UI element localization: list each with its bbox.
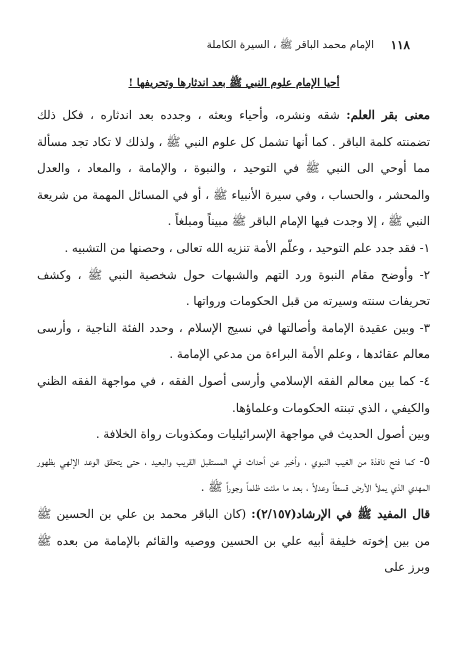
- paragraph-point-3: ٣- وبين عقيدة الإمامة وأصالتها في نسيج الإسلام ، وحدد الفئة الناجية ، وأرسى معالم عقائدها ، وعلم الأمة البراءة من مدعي الإمامة .: [37, 320, 430, 362]
- paragraph-point-5: ٥- كما فتح نافذة من الغيب النبوي ، وأخبر عن أحداث في المستقبل القريب والبعيد ، حتى يتحقق الوعد الإلهي بظهور المهدي الذي يملأ الأرض قسطاً وعدلاً ، بعد ما ملئت ظلماً وجوراً ﷺ .: [37, 453, 430, 495]
- body-text: [37, 102, 430, 581]
- paragraph-point-4: ٤- كما بين معالم الفقه الإسلامي وأرسى أصول الفقه ، في مواجهة الفقه الظني والكيفي ، الذي تبنته الحكومات وعلماؤها.: [37, 373, 430, 415]
- paragraph-quote: [37, 501, 430, 581]
- page-header: [40, 36, 410, 54]
- paragraph-point-1: ١- فقد جدد علم التوحيد ، وعلّم الأمة تنزيه الله تعالى ، وحصنها من التشبيه .: [64, 240, 430, 255]
- quote-lead: قال المفيد ﷺ في الإرشاد(٢/١٥٧):: [251, 506, 430, 521]
- running-title: الإمام محمد الباقر ﷺ ، السيرة الكاملة: [206, 39, 374, 51]
- paragraph-point-2: ٢- وأوضح مقام النبوة ورد التهم والشبهات حول شخصية النبي ﷺ ، وكشف تحريفات سنته وسيرته من قبل الحكومات ورواتها .: [37, 267, 430, 309]
- page-number: ١١٨: [390, 38, 410, 52]
- section-title: أحيا الإمام علوم النبي ﷺ بعد اندثارها وتحريفها !: [128, 77, 340, 89]
- paragraph-text: شقه ونشره، وأحياء وبعثه ، وجدده بعد اندثاره ، فكل ذلك تضمنته كلمة الباقر . كما أنها تشمل كل علوم النبي ﷺ ، ولذلك لا تكاد تجد مسألة مما أوحي الى النبي ﷺ في التوحيد ، والنبوة ، والإمامة ، والمعاد ، والعدل والمحشر ، والحساب ، وفي سيرة الأنبياء ﷺ ، أو في المسائل المهمة من شريعة النبي ﷺ ، إلا وجدت فيها الإمام الباقر ﷺ مبيناً ومبلغاً .: [37, 108, 430, 229]
- paragraph-definition: [37, 102, 430, 235]
- paragraph-text: (كان الباقر محمد بن علي بن الحسين ﷺ من بين إخوته خليفة أبيه علي بن الحسين ووصيه والقائم بالإمامة من بعده ﷺ وبرز على: [37, 506, 430, 575]
- definition-lead: معنى بقر العلم:: [346, 108, 430, 122]
- paragraph-hadith: وبين أصول الحديث في مواجهة الإسرائيليات ومكذوبات رواة الخلافة .: [95, 427, 430, 442]
